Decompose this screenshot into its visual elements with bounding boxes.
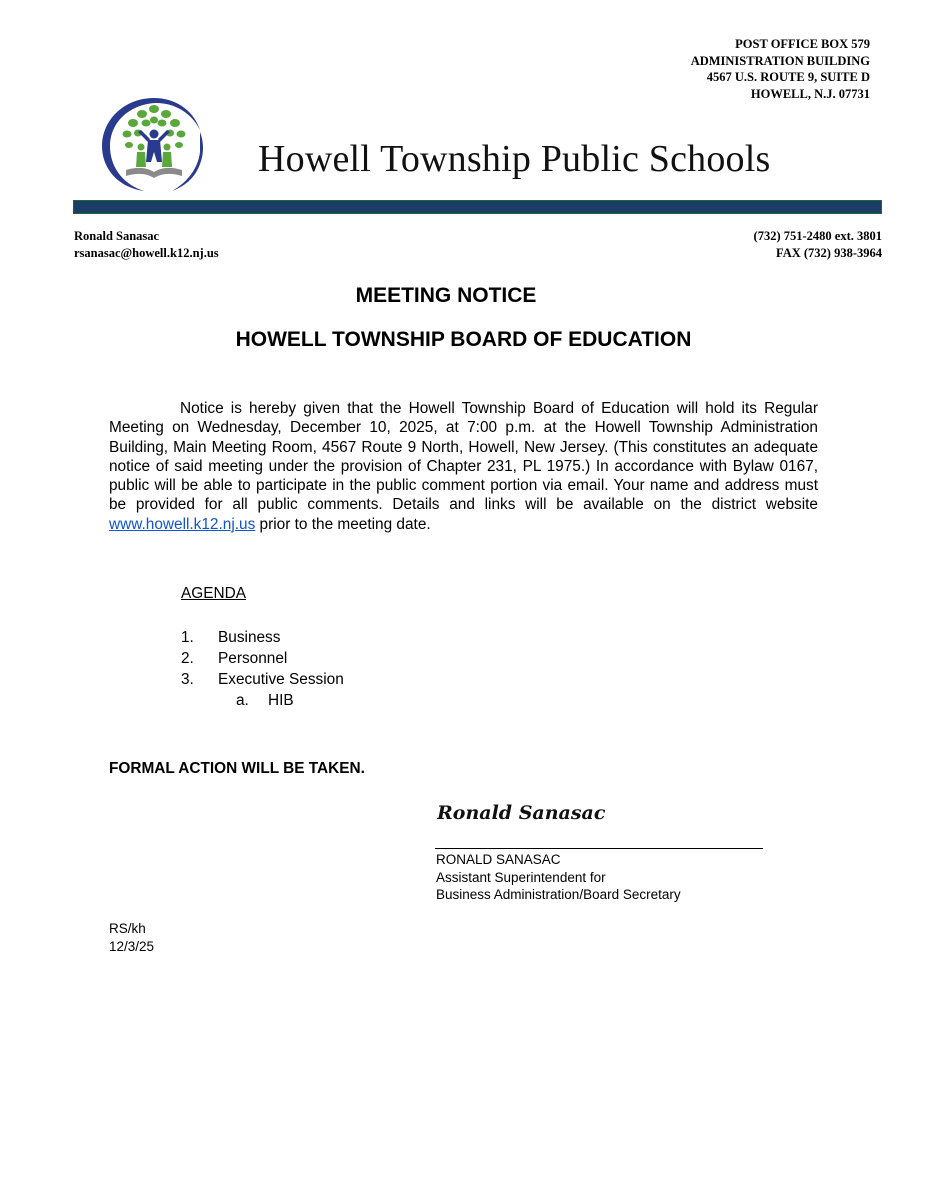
handwritten-signature	[437, 795, 757, 831]
notice-title: MEETING NOTICE	[355, 284, 537, 307]
fax-number: FAX (732) 938-3964	[776, 245, 882, 260]
signature-text: Ronald Sanasac	[437, 802, 606, 824]
agenda-subitem-label: HIB	[268, 692, 294, 709]
typist-initials: RS/kh	[109, 921, 146, 936]
school-logo-icon	[96, 92, 212, 195]
agenda-item-label: Executive Session	[218, 671, 344, 688]
agenda-item-number: 2.	[181, 650, 194, 667]
agenda-item-number: 1.	[181, 629, 194, 646]
agenda-title: AGENDA	[181, 585, 246, 602]
sender-email: rsanasac@howell.k12.nj.us	[74, 245, 219, 260]
document-date: 12/3/25	[109, 938, 155, 954]
sender-name: Ronald Sanasac	[74, 229, 160, 243]
phone-number: (732) 751-2480 ext. 3801	[753, 229, 882, 243]
notice-subtitle: HOWELL TOWNSHIP BOARD OF EDUCATION	[235, 328, 692, 351]
sender-contact	[74, 228, 219, 261]
district-website-link[interactable]: www.howell.k12.nj.us	[109, 515, 256, 533]
reference-initials	[109, 920, 154, 955]
signature-line	[435, 848, 763, 849]
formal-action-statement: FORMAL ACTION WILL BE TAKEN.	[109, 760, 365, 777]
notice-body	[109, 399, 818, 534]
address-line: ADMINISTRATION BUILDING	[690, 53, 870, 68]
agenda-item	[181, 669, 344, 690]
signer-name: RONALD SANASAC	[436, 852, 561, 867]
agenda-item-label: Business	[218, 629, 281, 646]
agenda-item-label: Personnel	[218, 650, 288, 667]
agenda-subitem	[181, 690, 344, 711]
letterhead-divider	[73, 200, 882, 214]
address-line: POST OFFICE BOX 579	[735, 37, 870, 51]
signer-block	[436, 851, 681, 904]
signer-title: Assistant Superintendent for	[436, 869, 606, 885]
notice-text-end: prior to the meeting date.	[255, 515, 431, 533]
agenda-item-number: 3.	[181, 671, 194, 688]
signer-title: Business Administration/Board Secretary	[436, 887, 681, 902]
notice-text: Notice is hereby given that the Howell Township Board of Education will hold its Regular Meeting on Wednesday, December 10, 2025, at 7:00 p.m. at the Howell Township Administration Building, Main Meeting Room, 4567 Route 9 North, Howell, New Jersey. (This constitutes an adequate notice of said meeting under the provision of Chapter 231, PL 1975.) In accordance with Bylaw 0167, public will be able to participate in the public comment portion via email. Your name and address must be provided for all public comments. Details and links will be available on the district website	[109, 400, 818, 514]
address-line: HOWELL, N.J. 07731	[750, 86, 870, 101]
school-name: Howell Township Public Schools	[258, 138, 771, 180]
agenda-item	[181, 627, 344, 648]
office-phone-block	[754, 228, 882, 261]
agenda-list	[181, 627, 344, 711]
agenda-item	[181, 648, 344, 669]
agenda-subitem-letter: a.	[236, 692, 249, 709]
mailing-address	[691, 36, 870, 102]
address-line: 4567 U.S. ROUTE 9, SUITE D	[706, 70, 870, 84]
